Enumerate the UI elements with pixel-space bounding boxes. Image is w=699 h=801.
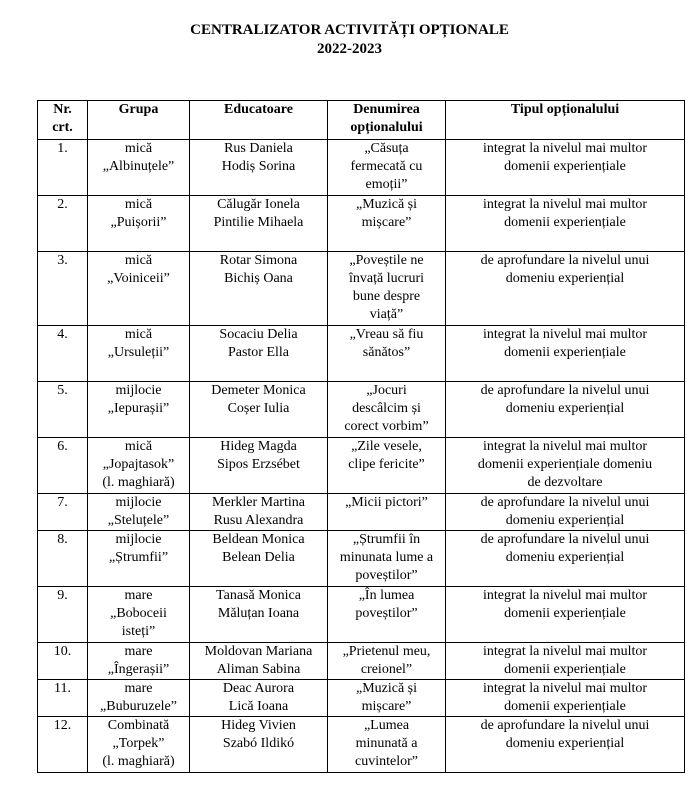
cell-tipul-line: domeniu experiențial	[505, 736, 625, 751]
cell-denumirea-line: descâlcim și	[352, 401, 421, 416]
header-grupa	[88, 101, 190, 140]
cell-denumirea-line: minunata lume a	[339, 550, 434, 565]
table-row	[38, 196, 685, 252]
table-row	[38, 494, 685, 531]
cell-tipul-line: de aprofundare la nivelul unui	[480, 718, 650, 733]
cell-grupa-line: „Torpek”	[112, 736, 165, 751]
cell-grupa	[88, 252, 190, 326]
cell-grupa-line: „Îngerașii”	[107, 662, 170, 677]
cell-educatoare-line: Pastor Ella	[227, 345, 290, 360]
table-header-row	[38, 101, 685, 140]
cell-nr-line: 10.	[53, 644, 72, 659]
cell-grupa	[88, 196, 190, 252]
cell-educatoare-line: Hideg Magda	[220, 439, 297, 454]
cell-denumirea-line: creionel”	[360, 662, 413, 677]
cell-denumirea	[328, 643, 446, 680]
cell-tipul-line: integrat la nivelul mai multor	[482, 439, 648, 454]
cell-educatoare-line: Coșer Iulia	[227, 401, 290, 416]
header-nr-line-2: crt.	[52, 120, 73, 135]
table-row	[38, 587, 685, 643]
table-row	[38, 717, 685, 773]
cell-grupa-line: mică	[124, 141, 153, 156]
cell-nr-line: 3.	[57, 253, 68, 268]
cell-grupa-line: mare	[124, 644, 153, 659]
cell-nr	[38, 196, 88, 252]
cell-educatoare	[190, 326, 328, 382]
cell-denumirea-line: fermecată cu	[350, 159, 423, 174]
cell-grupa	[88, 140, 190, 196]
cell-denumirea-line: bune despre	[352, 289, 421, 304]
cell-nr	[38, 680, 88, 717]
cell-denumirea	[328, 494, 446, 531]
header-denumirea	[328, 101, 446, 140]
cell-tipul-line: domenii experiențiale	[504, 699, 626, 714]
cell-educatoare-line: Hideg Vivien	[221, 718, 296, 733]
header-denumirea-line-2: opționalului	[350, 120, 423, 135]
cell-educatoare	[190, 494, 328, 531]
cell-tipul	[446, 680, 685, 717]
cell-educatoare-line: Moldovan Mariana	[204, 644, 313, 659]
cell-educatoare-line: Beldean Monica	[212, 532, 305, 547]
header-grupa-line-1: Grupa	[118, 102, 159, 117]
cell-educatoare-line: Rus Daniela	[224, 141, 293, 156]
cell-tipul	[446, 494, 685, 531]
header-tipul	[446, 101, 685, 140]
cell-grupa	[88, 494, 190, 531]
cell-educatoare-line: Aliman Sabina	[216, 662, 301, 677]
cell-grupa-line: mijlocie	[115, 532, 162, 547]
cell-denumirea-line: învață lucruri	[348, 271, 425, 286]
cell-denumirea-line: minunată a	[355, 736, 418, 751]
cell-tipul-line: domenii experiențiale domeniu	[477, 457, 653, 472]
cell-grupa-line: „Buburuzele”	[100, 699, 177, 714]
cell-denumirea-line: mișcare”	[361, 699, 412, 714]
table-row	[38, 531, 685, 587]
table-row	[38, 326, 685, 382]
cell-educatoare-line: Deac Aurora	[222, 681, 295, 696]
cell-grupa-line: „Ursuleții”	[107, 345, 170, 360]
cell-nr	[38, 587, 88, 643]
cell-nr	[38, 326, 88, 382]
cell-tipul	[446, 382, 685, 438]
header-tipul-line-1: Tipul opționalului	[510, 102, 620, 117]
cell-denumirea	[328, 326, 446, 382]
cell-tipul-line: integrat la nivelul mai multor	[482, 197, 648, 212]
cell-tipul-line: de aprofundare la nivelul unui	[480, 253, 650, 268]
cell-educatoare-line: Călugăr Ionela	[217, 197, 300, 212]
cell-nr-line: 9.	[57, 588, 68, 603]
cell-educatoare	[190, 382, 328, 438]
cell-denumirea-line: „Jocuri	[366, 383, 407, 398]
cell-nr-line: 5.	[57, 383, 68, 398]
cell-denumirea	[328, 382, 446, 438]
cell-tipul	[446, 140, 685, 196]
header-educatoare	[190, 101, 328, 140]
cell-tipul	[446, 326, 685, 382]
cell-denumirea	[328, 140, 446, 196]
cell-educatoare	[190, 531, 328, 587]
cell-grupa-line: mijlocie	[115, 383, 162, 398]
table-row	[38, 252, 685, 326]
cell-grupa-line: Combinată	[107, 718, 170, 733]
cell-tipul-line: de aprofundare la nivelul unui	[480, 495, 650, 510]
cell-nr	[38, 531, 88, 587]
cell-educatoare-line: Demeter Monica	[211, 383, 306, 398]
cell-grupa	[88, 587, 190, 643]
cell-tipul	[446, 531, 685, 587]
cell-denumirea	[328, 252, 446, 326]
optional-activities-table	[37, 100, 685, 773]
cell-nr-line: 8.	[57, 532, 68, 547]
cell-grupa-line: mică	[124, 253, 153, 268]
cell-denumirea-line: „Poveștile ne	[349, 253, 424, 268]
cell-denumirea	[328, 717, 446, 773]
cell-denumirea-line: „Ștrumfii în	[352, 532, 421, 547]
cell-grupa-line: isteți”	[121, 624, 156, 639]
cell-grupa-line: „Boboceii	[110, 606, 167, 621]
cell-tipul-line: de aprofundare la nivelul unui	[480, 532, 650, 547]
header-nr	[38, 101, 88, 140]
cell-educatoare-line: Merkler Martina	[212, 495, 305, 510]
cell-grupa-line: mică	[124, 327, 153, 342]
cell-denumirea-line: poveștilor”	[355, 606, 418, 621]
table-row	[38, 438, 685, 494]
cell-educatoare	[190, 717, 328, 773]
cell-tipul-line: integrat la nivelul mai multor	[482, 141, 648, 156]
cell-denumirea-line: poveștilor”	[355, 568, 418, 583]
cell-grupa-line: mare	[124, 588, 153, 603]
cell-denumirea-line: sănătos”	[362, 345, 411, 360]
cell-grupa-line: „Ștrumfii”	[108, 550, 169, 565]
cell-tipul-line: domenii experiențiale	[504, 159, 626, 174]
cell-educatoare	[190, 587, 328, 643]
cell-educatoare-line: Rusu Alexandra	[213, 513, 304, 528]
table-row	[38, 680, 685, 717]
cell-grupa	[88, 531, 190, 587]
cell-educatoare-line: Pintilie Mihaela	[213, 215, 304, 230]
cell-tipul-line: integrat la nivelul mai multor	[482, 588, 648, 603]
cell-denumirea-line: „Prietenul meu,	[342, 644, 431, 659]
cell-denumirea	[328, 531, 446, 587]
header-educatoare-line-1: Educatoare	[224, 102, 293, 117]
cell-educatoare-line: Socaciu Delia	[219, 327, 298, 342]
cell-educatoare	[190, 643, 328, 680]
cell-denumirea-line: mișcare”	[361, 215, 412, 230]
cell-denumirea-line: „Muzică și	[355, 197, 418, 212]
cell-grupa-line: „Puișorii”	[110, 215, 167, 230]
cell-educatoare-line: Tanasă Monica	[216, 588, 301, 603]
cell-nr	[38, 252, 88, 326]
cell-denumirea-line: corect vorbim”	[344, 419, 429, 434]
cell-denumirea-line: „Căsuța	[364, 141, 409, 156]
cell-tipul-line: integrat la nivelul mai multor	[482, 681, 648, 696]
cell-tipul	[446, 717, 685, 773]
cell-denumirea	[328, 680, 446, 717]
cell-nr	[38, 643, 88, 680]
cell-nr-line: 2.	[57, 197, 68, 212]
cell-nr-line: 7.	[57, 495, 68, 510]
table-row	[38, 643, 685, 680]
cell-tipul	[446, 196, 685, 252]
header-denumirea-line-1: Denumirea	[353, 102, 420, 117]
cell-tipul	[446, 587, 685, 643]
cell-denumirea	[328, 587, 446, 643]
cell-tipul-line: domeniu experiențial	[505, 401, 625, 416]
cell-grupa-line: mijlocie	[115, 495, 162, 510]
cell-denumirea	[328, 196, 446, 252]
cell-grupa-line: mare	[124, 681, 153, 696]
cell-denumirea-line: „Vreau să fiu	[349, 327, 424, 342]
cell-nr-line: 12.	[53, 718, 72, 733]
cell-grupa-line: „Jopajtasok”	[102, 457, 175, 472]
cell-tipul	[446, 438, 685, 494]
cell-grupa-line: (l. maghiară)	[102, 754, 175, 769]
cell-denumirea-line: „Zile vesele,	[351, 439, 422, 454]
cell-tipul-line: domenii experiențiale	[504, 215, 626, 230]
cell-tipul	[446, 643, 685, 680]
cell-nr	[38, 382, 88, 438]
cell-denumirea-line: cuvintelor”	[355, 754, 418, 769]
cell-denumirea-line: viață”	[369, 307, 404, 322]
cell-denumirea-line: emoții”	[365, 177, 408, 192]
cell-tipul-line: domeniu experiențial	[505, 550, 625, 565]
cell-educatoare-line: Szabó Ildikó	[222, 736, 295, 751]
cell-denumirea-line: „Micii pictori”	[345, 495, 428, 510]
cell-educatoare-line: Măluțan Ioana	[217, 606, 300, 621]
cell-grupa-line: „Voiniceii”	[107, 271, 170, 286]
cell-denumirea-line: „În lumea	[358, 588, 415, 603]
cell-nr-line: 4.	[57, 327, 68, 342]
cell-educatoare-line: Rotar Simona	[219, 253, 298, 268]
cell-tipul	[446, 252, 685, 326]
cell-nr-line: 1.	[57, 141, 68, 156]
header-nr-line-1: Nr.	[53, 102, 72, 117]
cell-grupa-line: mică	[124, 197, 153, 212]
document-year: 2022-2023	[317, 41, 382, 57]
cell-tipul-line: domeniu experiențial	[505, 271, 625, 286]
cell-educatoare-line: Bichiș Oana	[224, 271, 293, 286]
cell-nr-line: 6.	[57, 439, 68, 454]
cell-denumirea-line: „Muzică și	[355, 681, 418, 696]
cell-grupa	[88, 643, 190, 680]
table-row	[38, 140, 685, 196]
cell-educatoare	[190, 196, 328, 252]
cell-nr	[38, 494, 88, 531]
cell-grupa	[88, 382, 190, 438]
cell-grupa	[88, 326, 190, 382]
cell-educatoare	[190, 438, 328, 494]
cell-educatoare-line: Sipos Erzsébet	[217, 457, 300, 472]
cell-grupa	[88, 680, 190, 717]
cell-nr	[38, 140, 88, 196]
cell-nr-line: 11.	[54, 681, 71, 696]
cell-grupa-line: „Iepurașii”	[107, 401, 170, 416]
cell-denumirea	[328, 438, 446, 494]
cell-grupa-line: „Albinuțele”	[102, 159, 175, 174]
cell-nr	[38, 438, 88, 494]
cell-educatoare-line: Belean Delia	[222, 550, 295, 565]
cell-tipul-line: integrat la nivelul mai multor	[482, 644, 648, 659]
table-row	[38, 382, 685, 438]
cell-tipul-line: domeniu experiențial	[505, 513, 625, 528]
cell-denumirea-line: „Lumea	[363, 718, 410, 733]
cell-grupa-line: „Steluțele”	[107, 513, 170, 528]
document-title: CENTRALIZATOR ACTIVITĂȚI OPȚIONALE	[190, 22, 509, 38]
cell-tipul-line: domenii experiențiale	[504, 662, 626, 677]
cell-tipul-line: integrat la nivelul mai multor	[482, 327, 648, 342]
cell-educatoare	[190, 140, 328, 196]
cell-grupa-line: (l. maghiară)	[102, 475, 175, 490]
cell-educatoare	[190, 680, 328, 717]
cell-denumirea-line: clipe fericite”	[348, 457, 425, 472]
cell-grupa	[88, 438, 190, 494]
cell-educatoare-line: Lică Ioana	[228, 699, 289, 714]
cell-grupa	[88, 717, 190, 773]
cell-grupa-line: mică	[124, 439, 153, 454]
cell-tipul-line: domenii experiențiale	[504, 345, 626, 360]
cell-tipul-line: domenii experiențiale	[504, 606, 626, 621]
cell-tipul-line: de aprofundare la nivelul unui	[480, 383, 650, 398]
cell-educatoare	[190, 252, 328, 326]
cell-tipul-line: de dezvoltare	[527, 475, 603, 490]
cell-educatoare-line: Hodiș Sorina	[221, 159, 296, 174]
cell-nr	[38, 717, 88, 773]
